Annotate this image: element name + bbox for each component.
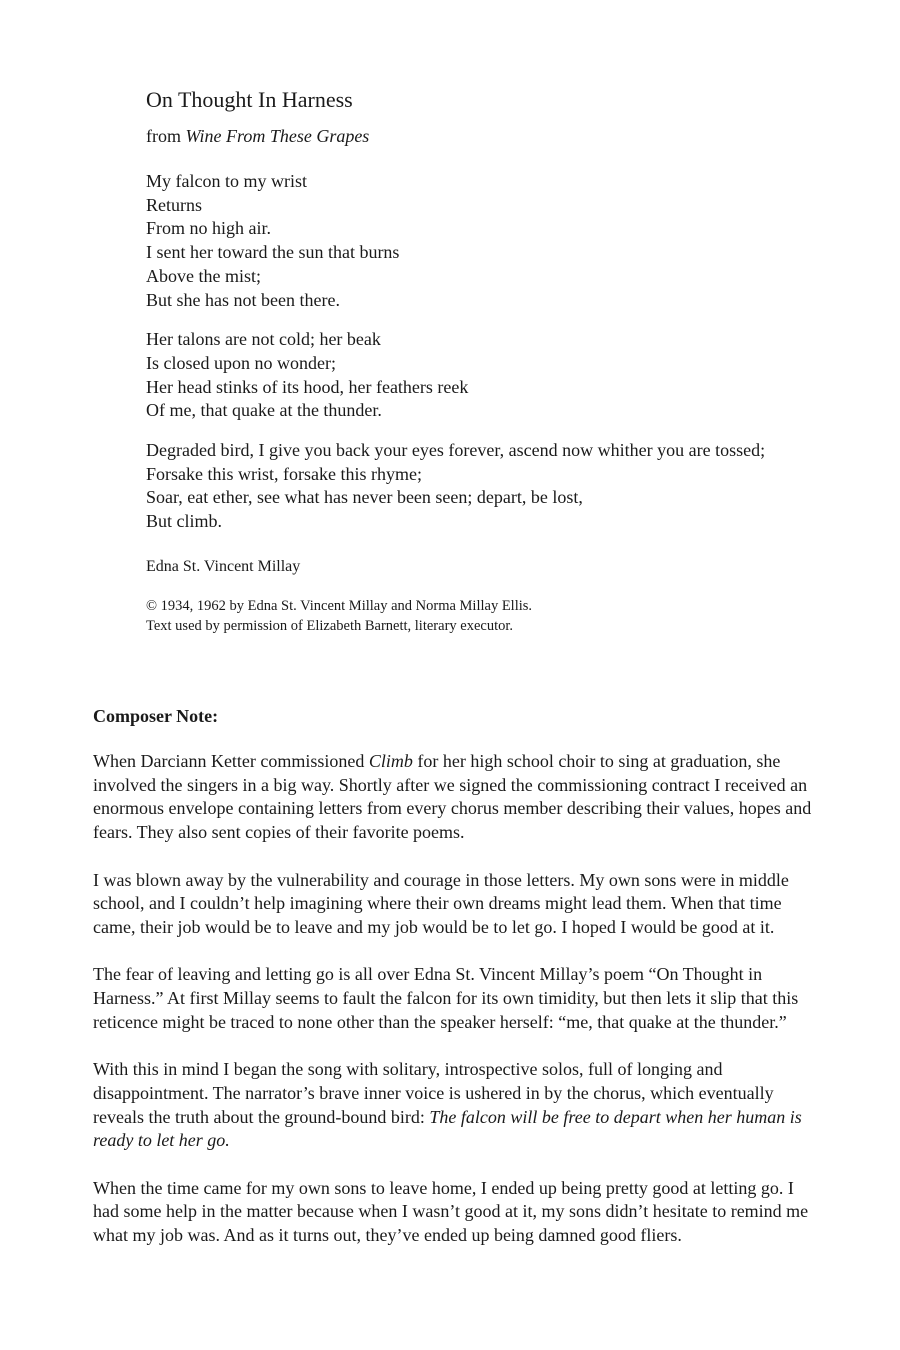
poem-line: Is closed upon no wonder; — [146, 352, 336, 373]
composer-note-section — [93, 704, 813, 1271]
note-paragraph-4 — [93, 1058, 813, 1153]
note-text: for her high school choir to sing at graduation, she involved the singers in a big way. Shortly after we signed the commissioning contract I received an enormous envelope containing letters from every chorus member describing their values, hopes and fears. They also sent copies of their favorite poems. — [93, 751, 812, 843]
poem-source-title: Wine From These Grapes — [185, 126, 370, 146]
poem-line: Her talons are not cold; her beak — [146, 329, 381, 350]
note-paragraph-1 — [93, 750, 813, 845]
note-text: With this in mind I began the song with solitary, introspective solos, full of longing and disappointment. The narrator’s brave inner voice is ushered in by the chorus, which eventually reveals the truth about the ground-bound bird: — [93, 1059, 774, 1127]
note-paragraph-2: I was blown away by the vulnerability and courage in those letters. My own sons were in middle school, and I couldn’t help imagining where their own dreams might lead them. When that time came, their job would be to leave and my job would be to let go. I hoped I would be good at it. — [93, 869, 789, 937]
poem-line: Of me, that quake at the thunder. — [146, 400, 382, 421]
stanza-3 — [146, 439, 846, 534]
poem-line: Forsake this wrist, forsake this rhyme; — [146, 463, 422, 484]
note-paragraph-5: When the time came for my own sons to leave home, I ended up being pretty good at letting go. I had some help in the matter because when I wasn’t good at it, my sons didn’t hesitate to remind me what my job was. And as it turns out, they’ve ended up being damned good fliers. — [93, 1177, 809, 1245]
note-paragraph-3: The fear of leaving and letting go is all over Edna St. Vincent Millay’s poem “On Thought in Harness.” At first Millay seems to fault the falcon for its own timidity, but then lets it slip that this reticence might be traced to none other than the speaker herself: “me, that quake at the thunder.” — [93, 964, 799, 1032]
poem-source — [146, 124, 846, 148]
poem-line: But climb. — [146, 511, 222, 532]
note-italic-text: The falcon will be free to depart when her human is ready to let her go. — [93, 1106, 802, 1151]
poem-stanzas — [146, 170, 846, 534]
poem-line: But she has not been there. — [146, 289, 340, 310]
poem-line: Degraded bird, I give you back your eyes forever, ascend now whither you are tossed; — [146, 440, 766, 461]
poem-line: Her head stinks of its hood, her feathers reek — [146, 376, 469, 397]
composer-note-heading: Composer Note: — [93, 706, 219, 726]
poem-line: From no high air. — [146, 218, 271, 239]
poem-title: On Thought In Harness — [146, 87, 353, 112]
poem-source-prefix: from — [146, 126, 181, 146]
permission-line: Text used by permission of Elizabeth Barnett, literary executor. — [146, 617, 514, 634]
poem-author: Edna St. Vincent Millay — [146, 557, 301, 575]
copyright-notice — [146, 596, 846, 636]
poem-section — [146, 86, 846, 636]
poem-line: Returns — [146, 194, 202, 215]
poem-line: My falcon to my wrist — [146, 171, 307, 191]
stanza-1 — [146, 170, 846, 312]
note-text: When Darciann Ketter commissioned — [93, 751, 369, 771]
poem-line: I sent her toward the sun that burns — [146, 242, 400, 263]
stanza-2 — [146, 328, 846, 423]
copyright-line: © 1934, 1962 by Edna St. Vincent Millay and Norma Millay Ellis. — [146, 597, 533, 614]
poem-line: Above the mist; — [146, 265, 261, 286]
poem-line: Soar, eat ether, see what has never been seen; depart, be lost, — [146, 487, 583, 508]
note-italic-title: Climb — [368, 751, 413, 771]
